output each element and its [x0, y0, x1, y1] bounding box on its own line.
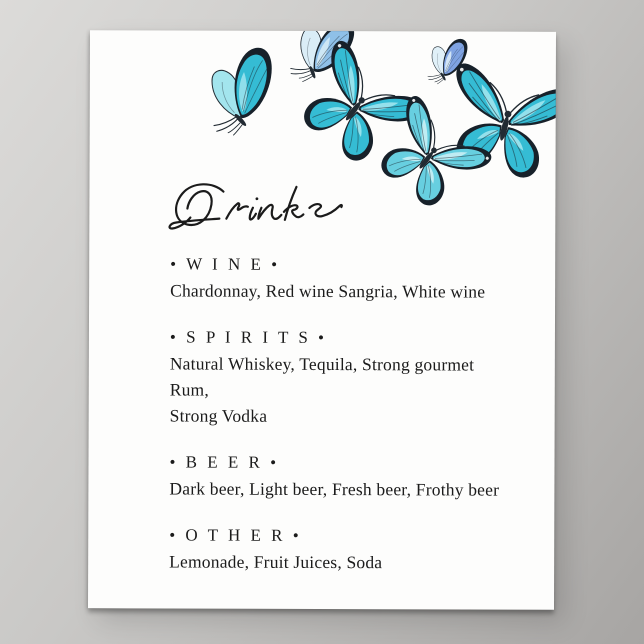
- menu-section-other: [169, 522, 556, 575]
- page-title: [163, 174, 353, 237]
- menu-section-spirits: [170, 324, 556, 429]
- section-items-other: Lemonade, Fruit Juices, Soda: [169, 551, 383, 573]
- menu-section-wine: [170, 251, 556, 304]
- section-items-beer: Dark beer, Light beer, Fresh beer, Frothy beer: [169, 478, 500, 500]
- section-header-beer: • B E E R •: [169, 452, 280, 472]
- section-header-other: • O T H E R •: [169, 525, 302, 545]
- section-header-wine: • W I N E •: [170, 254, 281, 274]
- section-items-spirits: Rum,: [169, 379, 210, 400]
- section-header-spirits: • S P I R I T S •: [169, 327, 328, 348]
- section-items-spirits: Strong Vodka: [169, 405, 268, 426]
- drinks-menu-poster: [88, 30, 556, 610]
- script-lettering: [163, 174, 353, 237]
- section-items-wine: Chardonnay, Red wine Sangria, White wine: [170, 280, 486, 302]
- menu: [169, 251, 556, 596]
- section-items-spirits: Natural Whiskey, Tequila, Strong gourmet: [169, 353, 475, 375]
- menu-section-beer: [169, 449, 556, 502]
